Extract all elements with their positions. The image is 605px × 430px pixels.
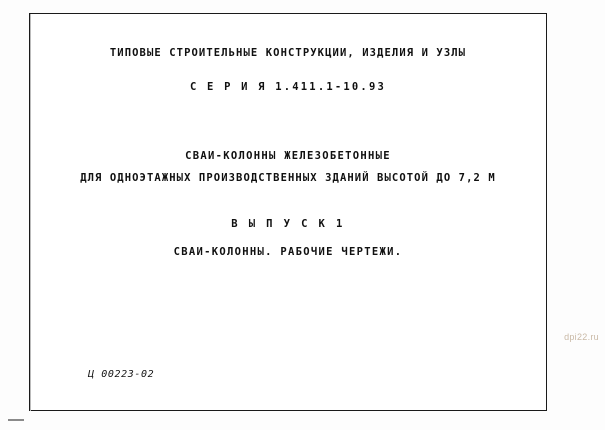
watermark-label: dpi22.ru bbox=[564, 332, 599, 342]
issue-label: В Ы П У С К 1 bbox=[231, 218, 345, 230]
title-line-2: ДЛЯ ОДНОЭТАЖНЫХ ПРОИЗВОДСТВЕННЫХ ЗДАНИЙ ВЫСОТОЙ ДО 7,2 М bbox=[80, 172, 496, 184]
issue-subtitle: СВАИ-КОЛОННЫ. РАБОЧИЕ ЧЕРТЕЖИ. bbox=[173, 246, 403, 258]
series-number: С Е Р И Я 1.411.1-10.93 bbox=[190, 81, 386, 93]
series-heading: ТИПОВЫЕ СТРОИТЕЛЬНЫЕ КОНСТРУКЦИИ, ИЗДЕЛИЯ И УЗЛЫ bbox=[109, 47, 467, 59]
archive-code: Ц 00223-02 bbox=[88, 369, 155, 380]
scan-edge-mark bbox=[8, 419, 24, 421]
document-border-frame bbox=[29, 13, 547, 411]
title-line-1: СВАИ-КОЛОННЫ ЖЕЛЕЗОБЕТОННЫЕ bbox=[185, 150, 391, 162]
